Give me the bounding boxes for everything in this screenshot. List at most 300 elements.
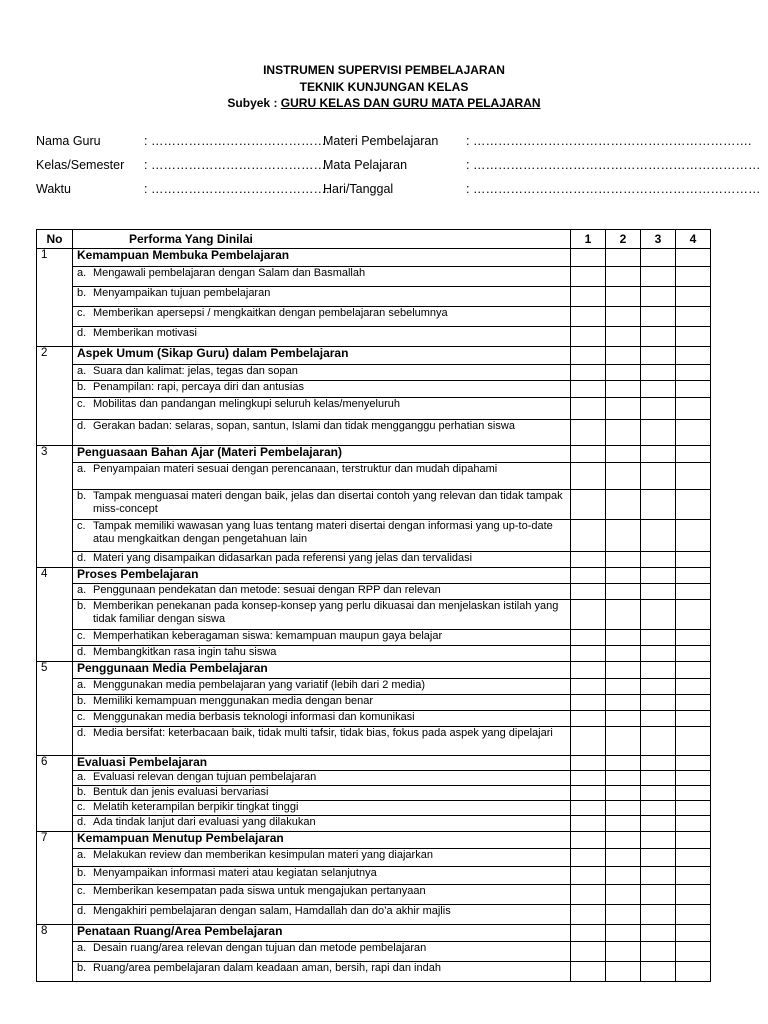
score-cell[interactable] [676,249,711,267]
score-cell[interactable] [571,347,606,365]
item-text: Mobilitas dan pandangan melingkupi seluruh kelas/menyeluruh [93,398,400,410]
score-cell[interactable] [606,849,641,867]
score-cell[interactable] [606,446,641,463]
item-letter: c. [77,801,86,813]
item-text: Penggunaan pendekatan dan metode: sesuai dengan RPP dan relevan [93,584,441,596]
score-cell[interactable] [571,801,606,816]
score-cell[interactable] [641,600,676,630]
score-cell[interactable] [641,942,676,962]
table-row [37,463,711,490]
score-cell[interactable] [676,786,711,801]
score-cell[interactable] [641,249,676,267]
table-row [37,801,711,816]
score-cell[interactable] [641,832,676,849]
item-text: Menggunakan media pembelajaran yang variatif (lebih dari 2 media) [93,679,426,691]
score-cell[interactable] [676,662,711,679]
score-cell[interactable] [676,420,711,446]
item-letter: d. [77,646,87,658]
score-cell[interactable] [606,307,641,327]
table-row [37,771,711,786]
score-cell[interactable] [606,520,641,552]
score-cell[interactable] [676,801,711,816]
score-cell[interactable] [641,267,676,287]
score-cell[interactable] [676,816,711,832]
number-spacer [37,942,73,962]
indicator-item [73,463,571,490]
score-cell[interactable] [641,287,676,307]
indicator-item [73,786,571,801]
info-value[interactable]: : ……………………………………. [144,182,330,196]
score-cell[interactable] [571,867,606,885]
subject-line [0,96,768,111]
info-value[interactable]: : ……………………………………. [144,158,330,172]
table-row [37,267,711,287]
info-row-1 [36,134,752,152]
table-row [37,646,711,662]
score-cell[interactable] [606,885,641,905]
number-spacer [37,711,73,727]
score-cell[interactable] [571,925,606,942]
score-cell[interactable] [676,398,711,420]
item-letter: d. [77,905,87,917]
score-cell[interactable] [676,446,711,463]
score-cell[interactable] [606,568,641,584]
score-cell[interactable] [676,584,711,600]
score-cell[interactable] [641,446,676,463]
score-cell[interactable] [571,832,606,849]
item-letter: b. [77,287,87,299]
number-spacer [37,695,73,711]
number-spacer [37,849,73,867]
number-spacer [37,786,73,801]
score-cell[interactable] [641,552,676,568]
score-cell[interactable] [606,552,641,568]
score-cell[interactable] [571,727,606,756]
item-text: Memperhatikan keberagaman siswa: kemampuan maupun gaya belajar [93,630,443,642]
score-cell[interactable] [571,446,606,463]
header-score-1: 1 [571,230,606,249]
section-title: Kemampuan Membuka Pembelajaran [73,249,571,267]
score-cell[interactable] [676,832,711,849]
indicator-item [73,420,571,446]
score-cell[interactable] [641,584,676,600]
score-cell[interactable] [676,942,711,962]
score-cell[interactable] [606,630,641,646]
table-row [37,307,711,327]
number-spacer [37,520,73,552]
score-cell[interactable] [571,584,606,600]
score-cell[interactable] [606,584,641,600]
score-cell[interactable] [641,398,676,420]
section-number: 8 [37,925,73,942]
section-number: 4 [37,568,73,584]
score-cell[interactable] [606,925,641,942]
section-title: Penggunaan Media Pembelajaran [73,662,571,679]
score-cell[interactable] [606,662,641,679]
score-cell[interactable] [606,600,641,630]
indicator-item [73,679,571,695]
item-text: Bentuk dan jenis evaluasi bervariasi [93,786,269,798]
score-cell[interactable] [571,885,606,905]
table-row [37,727,711,756]
score-cell[interactable] [676,600,711,630]
number-spacer [37,381,73,398]
item-letter: b. [77,786,87,798]
score-cell[interactable] [676,347,711,365]
number-spacer [37,327,73,347]
score-cell[interactable] [641,756,676,771]
section-title: Aspek Umum (Sikap Guru) dalam Pembelajaran [73,347,571,365]
item-text: Desain ruang/area relevan dengan tujuan dan metode pembelajaran [93,942,427,954]
item-text: Menyampaikan informasi materi atau kegiatan selanjutnya [93,867,377,879]
score-cell[interactable] [676,756,711,771]
score-cell[interactable] [571,630,606,646]
item-letter: a. [77,849,87,861]
indicator-item [73,771,571,786]
score-cell[interactable] [571,552,606,568]
table-row [37,695,711,711]
score-cell[interactable] [571,711,606,727]
item-text: Tampak memiliki wawasan yang luas tentang materi disertai dengan informasi yang up-to-date atau mengkaitkan dengan pengetahuan lain [93,520,553,545]
score-cell[interactable] [641,925,676,942]
score-cell[interactable] [571,307,606,327]
number-spacer [37,365,73,381]
score-cell[interactable] [676,727,711,756]
number-spacer [37,552,73,568]
number-spacer [37,463,73,490]
score-cell[interactable] [571,287,606,307]
info-label: Nama Guru [36,134,101,148]
item-text: Ruang/area pembelajaran dalam keadaan aman, bersih, rapi dan indah [93,962,441,974]
score-cell[interactable] [606,695,641,711]
number-spacer [37,600,73,630]
item-text: Materi yang disampaikan didasarkan pada referensi yang jelas dan tervalidasi [93,552,473,564]
score-cell[interactable] [606,365,641,381]
score-cell[interactable] [641,520,676,552]
score-cell[interactable] [606,679,641,695]
item-text: Gerakan badan: selaras, sopan, santun, Islami dan tidak mengganggu perhatian siswa [93,420,515,432]
score-cell[interactable] [606,771,641,786]
header-performa: Performa Yang Dinilai [73,230,571,249]
number-spacer [37,867,73,885]
score-cell[interactable] [676,771,711,786]
item-letter: d. [77,552,87,564]
item-text: Memiliki kemampuan menggunakan media dengan benar [93,695,374,707]
number-spacer [37,584,73,600]
score-cell[interactable] [641,347,676,365]
indicator-item [73,885,571,905]
table-body [37,249,711,982]
score-cell[interactable] [606,287,641,307]
score-cell[interactable] [571,905,606,925]
info-value[interactable]: : …………………………………………………………… [466,158,761,172]
score-cell[interactable] [606,463,641,490]
section-row [37,568,711,584]
score-cell[interactable] [676,327,711,347]
item-text: Tampak menguasai materi dengan baik, jelas dan disertai contoh yang relevan dan tidak tampak miss-concept [93,490,563,515]
info-value[interactable]: : …………………………………………………………. [466,134,752,148]
item-text: Penampilan: rapi, percaya diri dan antusias [93,381,304,393]
score-cell[interactable] [571,463,606,490]
score-cell[interactable] [676,885,711,905]
score-cell[interactable] [571,962,606,982]
section-title: Penguasaan Bahan Ajar (Materi Pembelajaran) [73,446,571,463]
score-cell[interactable] [641,867,676,885]
indicator-item [73,962,571,982]
item-letter: b. [77,962,87,974]
score-cell[interactable] [641,695,676,711]
info-value[interactable]: : …………………………………… [144,134,326,148]
score-cell[interactable] [641,962,676,982]
score-cell[interactable] [641,568,676,584]
score-cell[interactable] [571,942,606,962]
indicator-item [73,600,571,630]
score-cell[interactable] [676,646,711,662]
header-score-3: 3 [641,230,676,249]
info-row-2 [36,158,761,176]
score-cell[interactable] [641,630,676,646]
table-row [37,381,711,398]
score-cell[interactable] [606,398,641,420]
item-letter: b. [77,381,87,393]
score-cell[interactable] [641,905,676,925]
table-row [37,679,711,695]
score-cell[interactable] [676,307,711,327]
score-cell[interactable] [606,832,641,849]
score-cell[interactable] [676,490,711,520]
score-cell[interactable] [641,420,676,446]
indicator-item [73,816,571,832]
table-row [37,552,711,568]
subject-prefix: Subyek : [227,96,278,110]
indicator-item [73,630,571,646]
score-cell[interactable] [606,420,641,446]
score-cell[interactable] [641,885,676,905]
item-text: Memberikan penekanan pada konsep-konsep yang perlu dikuasai dan menjelaskan istilah yang tidak familiar dengan siswa [93,600,559,625]
item-text: Melatih keterampilan berpikir tingkat tinggi [93,801,299,813]
item-letter: b. [77,600,87,612]
score-cell[interactable] [606,327,641,347]
score-cell[interactable] [676,905,711,925]
score-cell[interactable] [676,381,711,398]
table-row [37,962,711,982]
item-text: Media bersifat: keterbacaan baik, tidak multi tafsir, tidak bias, fokus pada aspek yang dipelajari [93,727,553,739]
score-cell[interactable] [606,347,641,365]
score-cell[interactable] [641,786,676,801]
item-letter: d. [77,816,87,828]
score-cell[interactable] [571,398,606,420]
score-cell[interactable] [606,786,641,801]
score-cell[interactable] [606,711,641,727]
score-cell[interactable] [571,490,606,520]
item-letter: d. [77,420,87,432]
score-cell[interactable] [676,552,711,568]
score-cell[interactable] [606,490,641,520]
score-cell[interactable] [606,816,641,832]
score-cell[interactable] [606,942,641,962]
score-cell[interactable] [571,365,606,381]
score-cell[interactable] [641,327,676,347]
number-spacer [37,727,73,756]
score-cell[interactable] [676,962,711,982]
section-row [37,446,711,463]
score-cell[interactable] [571,771,606,786]
score-cell[interactable] [641,816,676,832]
score-cell[interactable] [571,662,606,679]
score-cell[interactable] [571,249,606,267]
item-letter: c. [77,398,86,410]
number-spacer [37,630,73,646]
item-text: Memberikan motivasi [93,327,197,339]
table-row [37,327,711,347]
section-title: Penataan Ruang/Area Pembelajaran [73,925,571,942]
score-cell[interactable] [641,679,676,695]
score-cell[interactable] [641,307,676,327]
supervision-table [36,229,711,982]
item-text: Mengakhiri pembelajaran dengan salam, Hamdallah dan do’a akhir majlis [93,905,451,917]
table-row [37,600,711,630]
score-cell[interactable] [676,267,711,287]
score-cell[interactable] [606,867,641,885]
score-cell[interactable] [571,267,606,287]
score-cell[interactable] [571,695,606,711]
number-spacer [37,962,73,982]
score-cell[interactable] [641,662,676,679]
score-cell[interactable] [606,905,641,925]
score-cell[interactable] [641,365,676,381]
item-letter: b. [77,490,87,502]
score-cell[interactable] [676,520,711,552]
score-cell[interactable] [571,568,606,584]
score-cell[interactable] [676,679,711,695]
score-cell[interactable] [641,849,676,867]
indicator-item [73,849,571,867]
section-row [37,756,711,771]
score-cell[interactable] [606,267,641,287]
score-cell[interactable] [571,327,606,347]
score-cell[interactable] [676,463,711,490]
item-letter: a. [77,679,87,691]
item-letter: d. [77,327,87,339]
section-number: 7 [37,832,73,849]
score-cell[interactable] [606,962,641,982]
score-cell[interactable] [571,849,606,867]
number-spacer [37,885,73,905]
score-cell[interactable] [571,816,606,832]
section-number: 1 [37,249,73,267]
score-cell[interactable] [571,679,606,695]
item-letter: c. [77,885,86,897]
item-text: Memberikan kesempatan pada siswa untuk mengajukan pertanyaan [93,885,426,897]
header-no: No [37,230,73,249]
item-letter: d. [77,727,87,739]
score-cell[interactable] [676,925,711,942]
item-text: Ada tindak lanjut dari evaluasi yang dilakukan [93,816,316,828]
info-label: Waktu [36,182,71,196]
item-letter: c. [77,520,86,532]
score-cell[interactable] [676,287,711,307]
table-row [37,398,711,420]
indicator-item [73,711,571,727]
indicator-item [73,942,571,962]
score-cell[interactable] [676,630,711,646]
item-text: Memberikan apersepsi / mengkaitkan dengan pembelajaran sebelumnya [93,307,448,319]
score-cell[interactable] [641,801,676,816]
number-spacer [37,267,73,287]
score-cell[interactable] [571,600,606,630]
indicator-item [73,267,571,287]
score-cell[interactable] [571,420,606,446]
info-value[interactable]: : …………………………………………………………… [466,182,761,196]
table-row [37,816,711,832]
score-cell[interactable] [676,568,711,584]
subject-value: GURU KELAS DAN GURU MATA PELAJARAN [280,96,541,110]
score-cell[interactable] [606,756,641,771]
table-row [37,786,711,801]
item-text: Evaluasi relevan dengan tujuan pembelajaran [93,771,317,783]
score-cell[interactable] [606,646,641,662]
score-cell[interactable] [641,646,676,662]
table-row [37,365,711,381]
item-letter: c. [77,307,86,319]
score-cell[interactable] [641,381,676,398]
table-row [37,420,711,446]
score-cell[interactable] [571,756,606,771]
score-cell[interactable] [641,727,676,756]
score-cell[interactable] [641,490,676,520]
indicator-item [73,646,571,662]
score-cell[interactable] [676,711,711,727]
section-title: Kemampuan Menutup Pembelajaran [73,832,571,849]
section-number: 3 [37,446,73,463]
number-spacer [37,398,73,420]
item-letter: a. [77,942,87,954]
score-cell[interactable] [571,646,606,662]
section-title: Evaluasi Pembelajaran [73,756,571,771]
score-cell[interactable] [571,520,606,552]
item-text: Menyampaikan tujuan pembelajaran [93,287,271,299]
indicator-item [73,727,571,756]
number-spacer [37,307,73,327]
indicator-item [73,381,571,398]
score-cell[interactable] [606,249,641,267]
item-text: Membangkitkan rasa ingin tahu siswa [93,646,277,658]
score-cell[interactable] [641,711,676,727]
number-spacer [37,679,73,695]
score-cell[interactable] [676,867,711,885]
score-cell[interactable] [676,365,711,381]
table-row [37,711,711,727]
indicator-item [73,695,571,711]
score-cell[interactable] [676,695,711,711]
section-number: 6 [37,756,73,771]
section-title: Proses Pembelajaran [73,568,571,584]
indicator-item [73,905,571,925]
score-cell[interactable] [641,771,676,786]
section-row [37,832,711,849]
score-cell[interactable] [676,849,711,867]
score-cell[interactable] [571,381,606,398]
score-cell[interactable] [606,381,641,398]
score-cell[interactable] [606,801,641,816]
score-cell[interactable] [641,463,676,490]
item-text: Suara dan kalimat: jelas, tegas dan sopan [93,365,298,377]
score-cell[interactable] [571,786,606,801]
info-label: Materi Pembelajaran [323,134,439,148]
score-cell[interactable] [606,727,641,756]
item-letter: c. [77,711,86,723]
table-header-row [37,230,711,249]
